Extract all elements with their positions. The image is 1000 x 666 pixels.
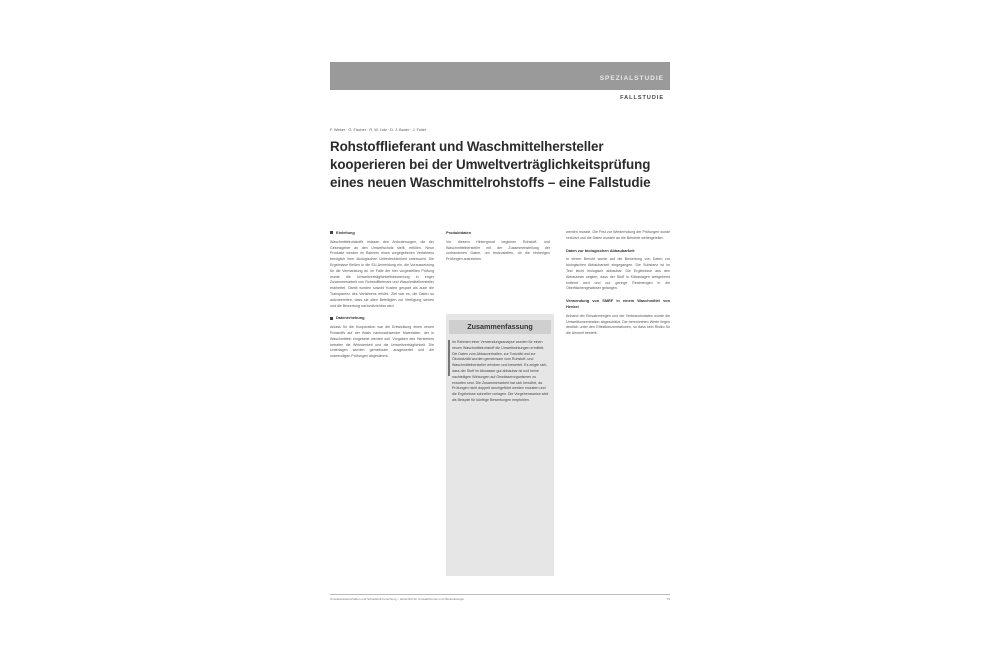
article-page bbox=[330, 62, 670, 607]
page-number: 79 bbox=[666, 597, 670, 601]
paragraph: werden musste. Die Frist zur Wiederholung der Prüfungen wurde verkürzt und die Daten wurden an die Behörde weitergeleitet. bbox=[566, 230, 670, 240]
paragraph: Anhand der Einsatzmengen und der Verbrauchsdaten wurde die Umweltkonzentration abgeschätzt. Die berechneten Werte liegen deutlich unter den Effektkonzentrationen, so dass kein Risiko für die Umwelt besteht. bbox=[566, 313, 670, 336]
article-authors: F. Weber · G. Fischer · R. W. Lutz · D. J. Bauer · J. Fuller bbox=[330, 128, 427, 132]
paragraph: In einem Bericht wurde auf die Bewertung von Daten zur biologischen Abbaubarkeit eingegangen. Die Substanz ist im Test leicht biologisch abbaubar. Die Ergebnisse aus den Abbautests zeigten, dass der Stoff in Kläranlagen weitgehend entfernt wird und nur geringe Restmengen in die Oberflächengewässer gelangen. bbox=[566, 257, 670, 291]
section-banner bbox=[330, 62, 670, 90]
summary-box bbox=[446, 314, 554, 576]
summary-accent-bar bbox=[448, 340, 450, 376]
article-title: Rohstofflieferant und Waschmittelhersteller kooperieren bei der Umweltverträglichkeitsprüfung eines neuen Waschmittelrohstoffs – eine Fallstudie bbox=[330, 139, 651, 190]
square-bullet-icon bbox=[330, 231, 333, 234]
section-heading: Daten zur biologischen Abbaubarkeit bbox=[566, 247, 635, 253]
column-2 bbox=[446, 230, 550, 269]
subsection-label: FALLSTUDIE bbox=[620, 95, 664, 101]
column-1 bbox=[330, 230, 434, 366]
section-heading: Verwendung von SMRF in einem Waschmittel von Henkel bbox=[566, 298, 670, 309]
paragraph: Vor diesem Hintergrund beginnen Rohstoff- und Waschmittelhersteller mit der Zusammenstellung der vorhandenen Daten, um festzustellen, ob die bisherigen Prüfungen ausreichen. bbox=[446, 239, 550, 262]
footer-citation: Umweltwissenschaften und Schadstoff-Forschung – Zeitschrift für Umweltchemie und Ökotoxikologie bbox=[330, 597, 465, 601]
square-bullet-icon bbox=[330, 317, 333, 320]
paragraph: Waschmittelrohstoffe müssen den Anforderungen, die der Gesetzgeber an den Umweltschutz stellt, erfüllen. Neue Produkte werden im Rahmen eines vorgegebenen Verfahrens bezüglich ihrer ökologischen Unbedenklichkeit untersucht. Die Ergebnisse fließen in die EU-Anmeldung ein, die Voraussetzung für die Vermarktung ist. Im Falle der hier vorgestellten Prüfung wurde die Umweltverträglichkeitsbewertung in enger Zusammenarbeit von Rohstofflieferant und Waschmittelhersteller erarbeitet. Damit wurden sowohl Kosten gespart als auch die Transparenz des Verfahrens erhöht. Ziel war es, die Daten so aufzubereiten, dass sie allen Beteiligten zur Verfügung stehen und die Bewertung nachvollziehbar wird. bbox=[330, 239, 434, 308]
section-heading: Datenerhebung bbox=[330, 315, 434, 321]
summary-body: Im Rahmen einer Verwendungsanalyse wurden für einen neuen Waschmittelrohstoff die Umweltwirkungen ermittelt. Die Daten zum Abbauverhalten, zur Toxizität und zur Ökotoxizität wurden gemeinsam vom Rohstoff- und Waschmittelhersteller erhoben und bewertet. Es zeigte sich, dass der Stoff im Abwasser gut abbaubar ist und keine nachteiligen Wirkungen auf Gewässerorganismen zu erwarten sind. Die Zusammenarbeit hat sich bewährt, da Prüfungen nicht doppelt durchgeführt werden mussten und die Ergebnisse schneller vorlagen. Die Vorgehensweise wird als Beispiel für künftige Bewertungen empfohlen. bbox=[452, 340, 550, 404]
summary-title: Zusammenfassung bbox=[449, 320, 551, 334]
section-label: SPEZIALSTUDIE bbox=[599, 75, 664, 82]
column-3 bbox=[566, 230, 670, 343]
page-footer bbox=[330, 594, 670, 601]
paragraph: Anlass für die Kooperation war die Entwicklung eines neuen Rohstoffs auf der Basis nachwachsender Materialien, der in Waschmitteln eingesetzt werden soll. Vorgaben des Herstellers betrafen die Wirksamkeit und die Umweltverträglichkeit. Die Unterlagen wurden gemeinsam ausgewertet und die notwendigen Prüfungen abgestimmt. bbox=[330, 325, 434, 359]
section-heading: Einleitung bbox=[330, 230, 434, 236]
section-heading: Produktdaten bbox=[446, 230, 472, 235]
